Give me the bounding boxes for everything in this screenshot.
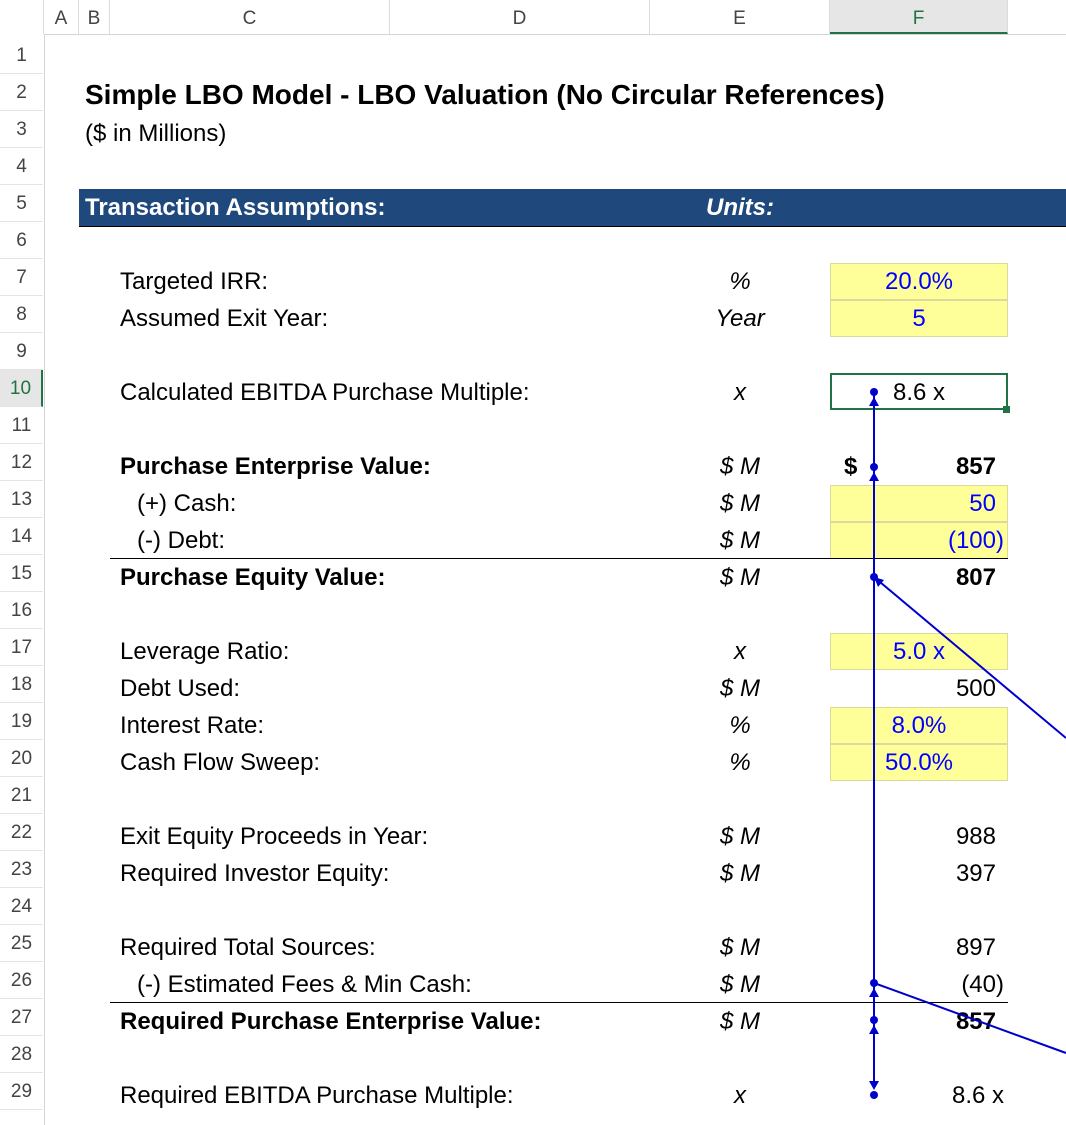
label-required-sources[interactable]: Required Total Sources:	[120, 934, 376, 961]
row-header[interactable]: 23	[0, 851, 43, 888]
row-header[interactable]: 17	[0, 629, 43, 666]
value-fees-min-cash[interactable]: (40)	[961, 971, 1004, 998]
trace-arrowhead	[874, 577, 884, 587]
row-header[interactable]: 24	[0, 888, 43, 925]
unit-purchase-equity[interactable]: $ M	[719, 564, 760, 591]
unit-fees-min-cash[interactable]: $ M	[719, 971, 760, 998]
column-header-c[interactable]: C	[110, 0, 390, 34]
row-header[interactable]: 3	[0, 111, 43, 148]
row-header[interactable]: 22	[0, 814, 43, 851]
section-title: Transaction Assumptions:	[85, 194, 386, 221]
value-debt-used[interactable]: 500	[955, 675, 996, 702]
unit-debt-used[interactable]: $ M	[719, 675, 760, 702]
row-header[interactable]: 5	[0, 185, 43, 222]
label-fees-min-cash[interactable]: (-) Estimated Fees & Min Cash:	[137, 971, 472, 998]
value-purchase-equity[interactable]: 807	[955, 564, 996, 591]
column-header-a[interactable]: A	[44, 0, 79, 34]
label-required-equity[interactable]: Required Investor Equity:	[120, 860, 390, 887]
unit-leverage[interactable]: x	[734, 638, 746, 665]
column-header-d[interactable]: D	[390, 0, 650, 34]
label-debt-used[interactable]: Debt Used:	[120, 675, 241, 702]
row-header-selected[interactable]: 10	[0, 370, 43, 407]
trace-arrowhead	[869, 1081, 879, 1090]
currency-purchase-ev: $	[844, 453, 858, 480]
row-header[interactable]: 21	[0, 777, 43, 814]
value-exit-year[interactable]: 5	[912, 305, 926, 332]
value-required-multiple[interactable]: 8.6 x	[951, 1082, 1004, 1109]
row-header[interactable]: 18	[0, 666, 43, 703]
model-title[interactable]: Simple LBO Model - LBO Valuation (No Circular References)	[85, 79, 885, 110]
row-header[interactable]: 9	[0, 333, 43, 370]
value-exit-proceeds[interactable]: 988	[955, 823, 996, 850]
unit-required-ev[interactable]: $ M	[719, 1008, 760, 1035]
row-header[interactable]: 15	[0, 555, 43, 592]
unit-cash-flow-sweep[interactable]: %	[729, 749, 751, 776]
label-required-ev[interactable]: Required Purchase Enterprise Value:	[120, 1008, 542, 1035]
label-leverage[interactable]: Leverage Ratio:	[120, 638, 290, 665]
row-header[interactable]: 2	[0, 74, 43, 111]
trace-dot	[870, 463, 878, 471]
value-required-ev[interactable]: 857	[955, 1008, 996, 1035]
row-header[interactable]: 29	[0, 1073, 43, 1110]
row-header[interactable]: 13	[0, 481, 43, 518]
trace-arrowhead	[869, 1025, 879, 1034]
row-header[interactable]: 12	[0, 444, 43, 481]
trace-arrowhead	[869, 472, 879, 481]
unit-cash[interactable]: $ M	[719, 490, 760, 517]
row-header[interactable]: 16	[0, 592, 43, 629]
trace-arrowhead	[869, 397, 879, 406]
unit-interest-rate[interactable]: %	[729, 712, 751, 739]
trace-dot	[870, 1091, 878, 1099]
column-header-f[interactable]: F	[830, 0, 1008, 34]
value-leverage[interactable]: 5.0 x	[893, 638, 946, 665]
label-cash[interactable]: (+) Cash:	[137, 490, 237, 517]
label-cash-flow-sweep[interactable]: Cash Flow Sweep:	[120, 749, 321, 776]
unit-required-equity[interactable]: $ M	[719, 860, 760, 887]
value-debt[interactable]: (100)	[947, 527, 1004, 554]
label-debt[interactable]: (-) Debt:	[137, 527, 226, 554]
column-header-e[interactable]: E	[650, 0, 830, 34]
value-calculated-multiple[interactable]: 8.6 x	[893, 379, 946, 406]
row-header[interactable]: 11	[0, 407, 43, 444]
row-header[interactable]: 25	[0, 925, 43, 962]
trace-dot	[870, 1016, 878, 1024]
column-header-b[interactable]: B	[79, 0, 110, 34]
trace-line-diagonal-lower	[874, 983, 1066, 1053]
unit-calculated-multiple[interactable]: x	[734, 379, 746, 406]
row-header[interactable]: 19	[0, 703, 43, 740]
row-header[interactable]: 27	[0, 999, 43, 1036]
model-subtitle[interactable]: ($ in Millions)	[85, 120, 227, 147]
trace-dot	[870, 388, 878, 396]
row-header[interactable]: 1	[0, 37, 43, 74]
label-targeted-irr[interactable]: Targeted IRR:	[120, 268, 269, 295]
label-calculated-multiple[interactable]: Calculated EBITDA Purchase Multiple:	[120, 379, 530, 406]
value-purchase-ev[interactable]: 857	[955, 453, 996, 480]
value-required-equity[interactable]: 397	[955, 860, 996, 887]
label-required-multiple[interactable]: Required EBITDA Purchase Multiple:	[120, 1082, 514, 1109]
trace-dot	[870, 979, 878, 987]
units-header: Units:	[706, 194, 774, 221]
row-header[interactable]: 6	[0, 222, 43, 259]
unit-exit-proceeds[interactable]: $ M	[719, 823, 760, 850]
row-header[interactable]: 8	[0, 296, 43, 333]
row-header[interactable]: 4	[0, 148, 43, 185]
label-exit-year[interactable]: Assumed Exit Year:	[120, 305, 329, 332]
value-cash-flow-sweep[interactable]: 50.0%	[884, 749, 954, 776]
label-interest-rate[interactable]: Interest Rate:	[120, 712, 265, 739]
row-header[interactable]: 20	[0, 740, 43, 777]
label-exit-proceeds[interactable]: Exit Equity Proceeds in Year:	[120, 823, 429, 850]
unit-exit-year[interactable]: Year	[715, 305, 765, 332]
unit-targeted-irr[interactable]: %	[729, 268, 751, 295]
trace-arrowhead	[869, 988, 879, 997]
row-header[interactable]: 26	[0, 962, 43, 999]
value-interest-rate[interactable]: 8.0%	[891, 712, 947, 739]
row-header[interactable]: 14	[0, 518, 43, 555]
row-header[interactable]: 7	[0, 259, 43, 296]
unit-debt[interactable]: $ M	[719, 527, 760, 554]
label-purchase-ev[interactable]: Purchase Enterprise Value:	[120, 453, 431, 480]
unit-required-sources[interactable]: $ M	[719, 934, 760, 961]
value-cash[interactable]: 50	[969, 490, 996, 517]
label-purchase-equity[interactable]: Purchase Equity Value:	[120, 564, 386, 591]
value-targeted-irr[interactable]: 20.0%	[884, 268, 954, 295]
row-header[interactable]: 28	[0, 1036, 43, 1073]
unit-required-multiple[interactable]: x	[734, 1082, 746, 1109]
value-required-sources[interactable]: 897	[955, 934, 996, 961]
trace-line-diagonal-upper	[874, 577, 1066, 738]
unit-purchase-ev[interactable]: $ M	[719, 453, 760, 480]
